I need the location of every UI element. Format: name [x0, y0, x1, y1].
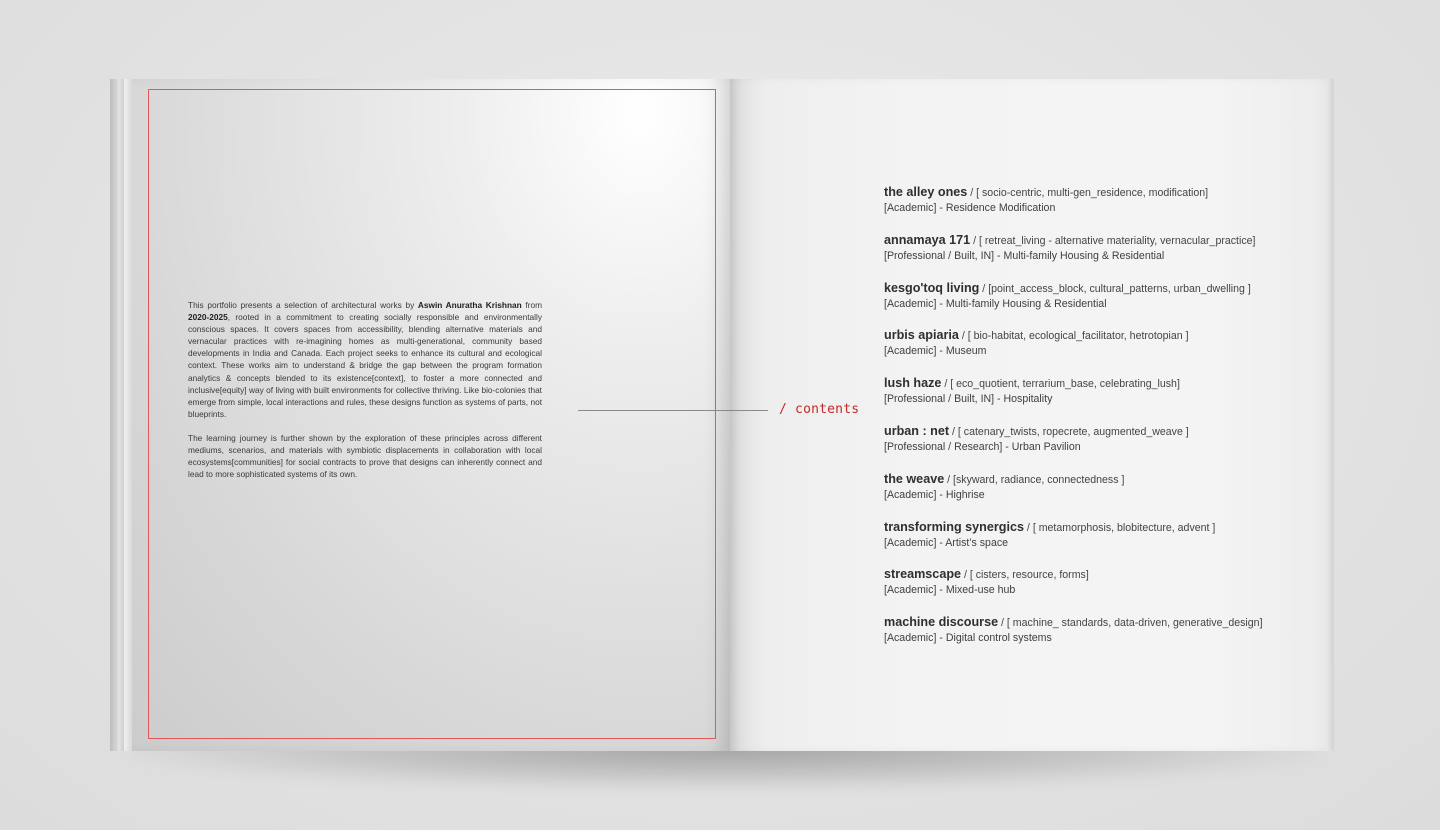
project-title: kesgo'toq living: [884, 280, 980, 295]
toc-entry[interactable]: [884, 471, 1314, 519]
project-title: streamscape: [884, 567, 962, 582]
intro-text-segment: This portfolio presents a selection of architectural works by: [188, 300, 418, 310]
intro-paragraph-2: The learning journey is further shown by the exploration of these principles across different mediums, scenarios, and materials with symbiotic displacements in collaboration with local ecosystems[communities] for social contracts to prove that designs can inherently connect and lead to more sophisticated systems of its own.: [188, 432, 542, 480]
connector-line: [578, 410, 768, 411]
project-subtitle: [Professional / Built, IN] - Multi-family Housing & Residential: [884, 249, 1165, 262]
project-tags: / [ catenary_twists, ropecrete, augmented_weave ]: [949, 425, 1189, 438]
project-tags: / [ cisters, resource, forms]: [961, 569, 1089, 582]
author-name: Aswin Anuratha Krishnan: [417, 300, 522, 310]
toc-entry[interactable]: [884, 184, 1314, 232]
year-range: 2020-2025: [188, 312, 228, 323]
contents-heading: / contents: [779, 402, 860, 417]
project-tags: / [ metamorphosis, blobitecture, advent ]: [1023, 521, 1216, 534]
intro-text-segment: , rooted in a commitment to creating socially responsible and environmentally conscious spaces. It covers spaces from accessibility, blending alternative materials and vernacular practices with re-imagining homes as multi-generational, community based developments in India and Canada. Each project seeks to enhance its cultural and ecological context. These works aim to understand & bridge the gap between the program formation analytics & concepts blended to its existence[context], to foster a more connected and inclusive[equity] way of living with built environments for collective thriving. Like bio-colonies that emerge from simple, local interactions and rules, these designs function as systems of parts, not blueprints.: [188, 312, 542, 419]
toc-entry[interactable]: [884, 375, 1314, 423]
project-subtitle: [Academic] - Mixed-use hub: [884, 584, 1016, 597]
page-stack-edge: [110, 79, 118, 751]
project-title: urban : net: [884, 423, 950, 438]
project-tags: / [ eco_quotient, terrarium_base, celebrating_lush]: [941, 378, 1180, 391]
toc-entry[interactable]: [884, 423, 1314, 471]
project-subtitle: [Professional / Built, IN] - Hospitality: [884, 393, 1053, 406]
project-title: the weave: [884, 471, 945, 486]
project-tags: / [skyward, radiance, connectedness ]: [944, 473, 1125, 486]
project-title: machine discourse: [884, 615, 999, 630]
project-tags: / [ socio-centric, multi-gen_residence, modification]: [967, 187, 1209, 199]
toc-entry[interactable]: [884, 280, 1314, 328]
project-subtitle: [Academic] - Highrise: [884, 488, 985, 501]
intro-text-segment: from: [521, 300, 542, 310]
toc-entry[interactable]: [884, 566, 1314, 614]
right-page-edge: [1326, 79, 1334, 751]
toc-entry[interactable]: [884, 232, 1314, 280]
project-subtitle: [Academic] - Museum: [884, 345, 987, 358]
project-subtitle: [Academic] - Digital control systems: [884, 632, 1052, 645]
project-title: transforming synergics: [884, 519, 1024, 534]
project-subtitle: [Academic] - Multi-family Housing & Residential: [884, 297, 1107, 310]
intro-text: [188, 299, 542, 492]
project-title: annamaya 171: [884, 232, 971, 247]
project-tags: / [ bio-habitat, ecological_facilitator, hetrotopian ]: [958, 330, 1189, 343]
table-of-contents: [884, 184, 1314, 662]
project-tags: / [ machine_ standards, data-driven, generative_design]: [998, 617, 1263, 630]
project-subtitle: [Professional / Research] - Urban Pavilion: [884, 440, 1081, 453]
intro-paragraph-1: [188, 299, 542, 420]
project-title: lush haze: [884, 376, 942, 391]
toc-entry[interactable]: [884, 614, 1314, 662]
project-tags: / [point_access_block, cultural_patterns, urban_dwelling ]: [979, 282, 1251, 295]
project-title: urbis apiaria: [884, 328, 959, 343]
page-stack-edge: [124, 79, 132, 751]
project-tags: / [ retreat_living - alternative materiality, vernacular_practice]: [970, 234, 1256, 247]
toc-entry[interactable]: [884, 519, 1314, 567]
project-subtitle: [Academic] - Residence Modification: [884, 202, 1056, 214]
toc-entry[interactable]: [884, 327, 1314, 375]
project-title: the alley ones: [884, 185, 968, 199]
project-subtitle: [Academic] - Artist’s space: [884, 536, 1009, 549]
